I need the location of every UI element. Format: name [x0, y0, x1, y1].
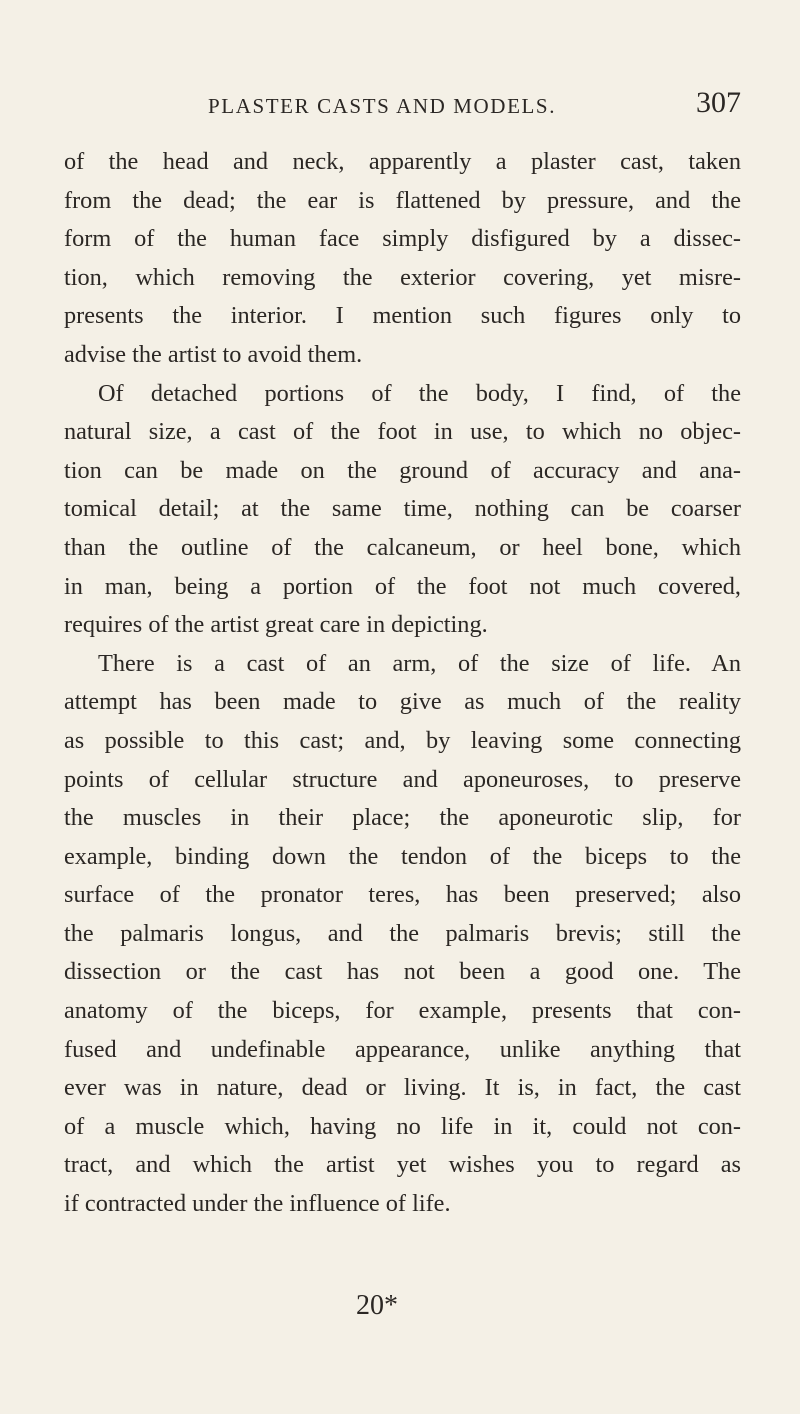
text-line: natural size, a cast of the foot in use, to which no objec- [64, 418, 741, 446]
text-line: form of the human face simply disfigured by a dissec- [64, 225, 741, 253]
text-line: requires of the artist great care in depicting. [64, 611, 488, 639]
text-line: dissection or the cast has not been a good one. The [64, 958, 741, 986]
text-line: tomical detail; at the same time, nothing can be coarser [64, 495, 741, 523]
text-line: if contracted under the influence of life. [64, 1190, 451, 1218]
text-line: tract, and which the artist yet wishes you to regard as [64, 1151, 741, 1179]
signature-mark: 20* [356, 1290, 398, 1321]
text-line: anatomy of the biceps, for example, presents that con- [64, 997, 741, 1025]
text-line: of the head and neck, apparently a plaster cast, taken [64, 148, 741, 175]
text-line: of a muscle which, having no life in it, could not con- [64, 1112, 741, 1140]
text-line: fused and undefinable appearance, unlike anything that [64, 1035, 741, 1063]
page-number: 307 [696, 86, 741, 119]
text-line: example, binding down the tendon of the biceps to the [64, 842, 741, 870]
running-head [0, 84, 800, 124]
running-title: PLASTER CASTS AND MODELS. [208, 94, 557, 118]
text-line: tion, which removing the exterior covering, yet misre- [64, 263, 741, 291]
text-line: in man, being a portion of the foot not much covered, [64, 572, 741, 600]
text-line: presents the interior. I mention such figures only to [64, 302, 741, 330]
text-line: the palmaris longus, and the palmaris brevis; still the [64, 919, 741, 947]
text-line: the muscles in their place; the aponeurotic slip, for [64, 804, 741, 832]
text-line: points of cellular structure and aponeuroses, to preserve [64, 765, 741, 793]
text-line: attempt has been made to give as much of the reality [64, 688, 741, 716]
text-line: than the outline of the calcaneum, or heel bone, which [64, 533, 741, 561]
text-line: from the dead; the ear is flattened by pressure, and the [64, 186, 741, 214]
text-line: advise the artist to avoid them. [64, 340, 363, 368]
text-line: Of detached portions of the body, I find, of the [98, 379, 741, 407]
text-line: There is a cast of an arm, of the size of life. An [98, 649, 741, 677]
text-line: tion can be made on the ground of accuracy and ana- [64, 456, 741, 484]
text-line: ever was in nature, dead or living. It is, in fact, the cast [64, 1074, 741, 1102]
text-line: as possible to this cast; and, by leaving some connecting [64, 726, 741, 754]
body-text [64, 143, 741, 1224]
text-line: surface of the pronator teres, has been preserved; also [64, 881, 741, 909]
